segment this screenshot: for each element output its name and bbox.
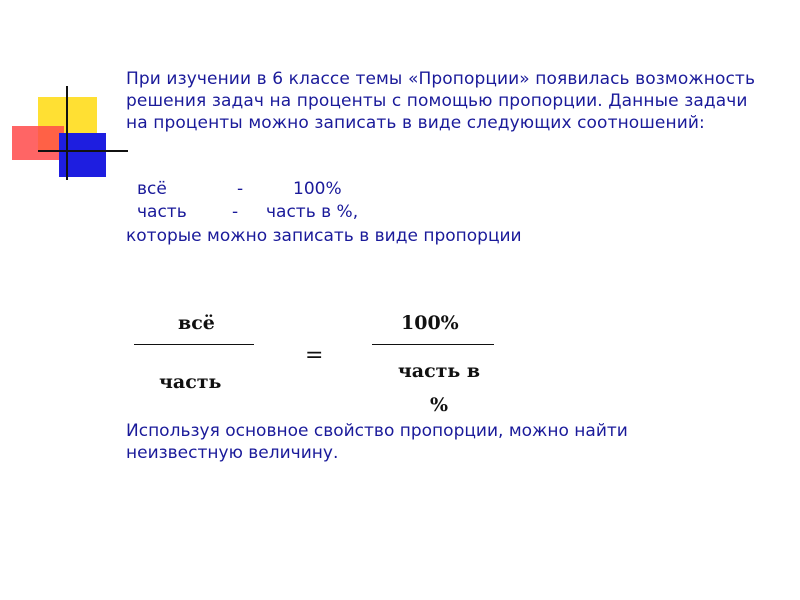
- red-rect-decoration: [12, 126, 64, 160]
- intro-paragraph: [126, 68, 766, 134]
- horizontal-line-decoration: [38, 150, 128, 152]
- relation-2-right: часть в %,: [266, 202, 359, 222]
- left-numerator: всё: [178, 312, 215, 334]
- vertical-line-decoration: [66, 86, 68, 180]
- right-denominator: часть в %: [397, 360, 481, 416]
- relation-1-dash: -: [237, 179, 244, 199]
- left-denominator: часть: [159, 371, 222, 393]
- right-fraction-bar: [372, 344, 494, 345]
- paragraph-text: При изучении в 6 классе темы «Пропорции» появилась возможность решения задач на проценты с помощью пропорции. Данные задачи на проценты можно записать в виде следующих соотношений:: [126, 69, 756, 133]
- right-numerator: 100%: [401, 312, 459, 334]
- relation-2-dash: -: [232, 202, 239, 222]
- relation-2-left: часть: [137, 202, 187, 222]
- equals-sign: =: [305, 343, 324, 368]
- conclusion-paragraph: Используя основное свойство пропорции, можно найти неизвестную величину.: [126, 421, 628, 463]
- proportion-intro-line: которые можно записать в виде пропорции: [126, 226, 522, 246]
- left-fraction-bar: [134, 344, 254, 345]
- relation-1-left: всё: [137, 179, 167, 199]
- relation-1-right: 100%: [293, 179, 342, 199]
